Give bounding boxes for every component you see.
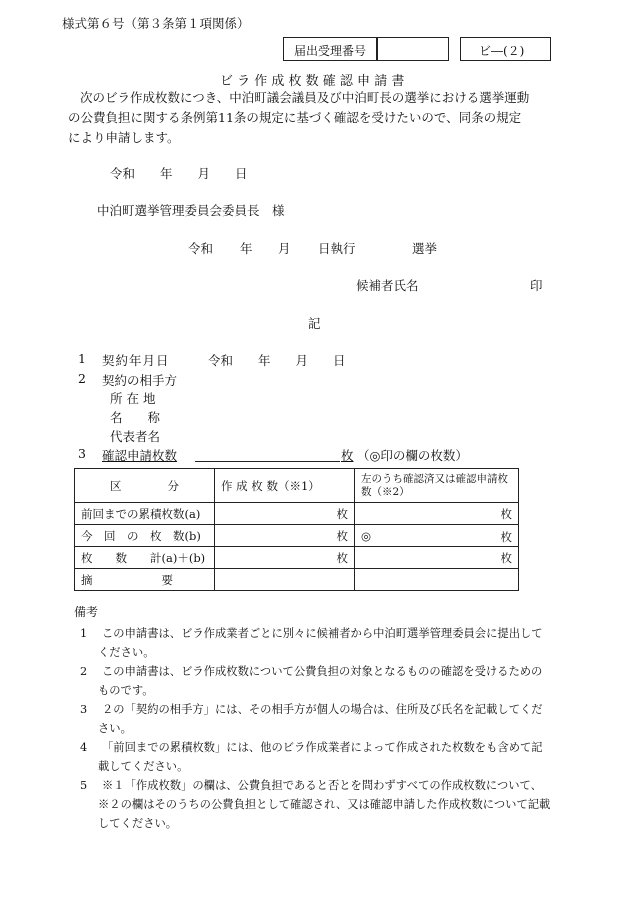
flyer-count-table bbox=[74, 468, 519, 591]
item-2-number: 2 bbox=[78, 371, 86, 386]
application-date: 令和 年 月 日 bbox=[110, 166, 248, 181]
table-header-row bbox=[75, 469, 519, 503]
note-1 bbox=[80, 624, 568, 662]
seal-mark: 印 bbox=[530, 278, 543, 293]
election-month: 月 bbox=[278, 241, 291, 256]
note-text: 「前回までの累積枚数」には、他のビラ作成業者によって作成された枚数をも含めて記 bbox=[102, 741, 543, 754]
note-number: 4 bbox=[80, 741, 88, 754]
unit-mai: 枚 bbox=[500, 530, 512, 544]
production-count-cell[interactable]: 枚 bbox=[215, 503, 355, 525]
note-number: 5 bbox=[80, 779, 88, 792]
confirmed-count-cell[interactable] bbox=[355, 525, 519, 547]
confirmed-count-cell[interactable]: 枚 bbox=[355, 547, 519, 569]
note-text: ※１「作成枚数」の欄は、公費負担であると否とを問わずすべての作成枚数について、 bbox=[102, 779, 542, 792]
item-3-note: （◎印の欄の枚数） bbox=[357, 448, 468, 463]
note-number: 2 bbox=[80, 665, 88, 678]
ki-heading: 記 bbox=[308, 316, 321, 331]
item-3-label: 確認申請枚数 bbox=[102, 448, 178, 463]
form-code-box bbox=[460, 37, 551, 61]
item-2-label: 契約の相手方 bbox=[102, 373, 178, 388]
receipt-number-field[interactable] bbox=[377, 37, 449, 61]
row-label: 摘 要 bbox=[75, 569, 215, 591]
address-label: 所 在 地 bbox=[110, 391, 156, 406]
note-2 bbox=[80, 662, 568, 700]
note-text-cont: 載してください。 bbox=[98, 760, 189, 773]
table-row bbox=[75, 503, 519, 525]
row-label: 枚 数 計(a)＋(b) bbox=[75, 547, 215, 569]
row-label: 今 回 の 枚 数(b) bbox=[75, 525, 215, 547]
intro-line-2: の公費負担に関する条例第11条の規定に基づく確認を受けたいので、同条の規定 bbox=[68, 110, 522, 125]
note-4 bbox=[80, 738, 568, 776]
note-text-cont: ものです。 bbox=[98, 684, 154, 697]
form-number: 様式第６号（第３条第１項関係） bbox=[62, 16, 250, 31]
form-code: ビ―(２) bbox=[479, 44, 525, 58]
intro-line-1: 次のビラ作成枚数につき、中泊町議会議員及び中泊町長の選挙における選挙運動 bbox=[80, 90, 530, 105]
item-1-number: 1 bbox=[78, 351, 86, 366]
election-reiwa: 令和 bbox=[188, 241, 214, 256]
note-5 bbox=[80, 776, 568, 833]
candidate-name-label: 候補者氏名 bbox=[356, 278, 419, 293]
note-number: 1 bbox=[80, 627, 88, 640]
production-count-cell[interactable]: 枚 bbox=[215, 547, 355, 569]
item-3-unit: 枚 bbox=[341, 448, 354, 463]
remarks-cell[interactable] bbox=[215, 569, 355, 591]
note-text: ２の「契約の相手方」には、その相手方が個人の場合は、住所及び氏名を記載してくだ bbox=[102, 703, 543, 716]
note-text-cont: さい。 bbox=[98, 722, 132, 735]
header-production-count: 作 成 枚 数（※1） bbox=[215, 469, 355, 503]
item-3-number: 3 bbox=[78, 446, 86, 461]
representative-label: 代表者名 bbox=[110, 429, 161, 444]
contract-date: 令和 年 月 日 bbox=[208, 353, 346, 368]
double-circle-mark: ◎ bbox=[361, 528, 372, 543]
addressee: 中泊町選挙管理委員会委員長 様 bbox=[97, 203, 285, 218]
note-text: この申請書は、ビラ作成業者ごとに別々に候補者から中泊町選挙管理委員会に提出して bbox=[102, 627, 543, 640]
note-text-cont: ※２の欄はそのうちの公費負担として確認され、又は確認申請した作成枚数について記載 bbox=[98, 798, 551, 811]
header-category: 区 分 bbox=[75, 469, 215, 503]
confirmed-count-cell[interactable]: 枚 bbox=[355, 503, 519, 525]
table-row bbox=[75, 569, 519, 591]
remarks-heading: 備考 bbox=[74, 605, 99, 619]
table-row bbox=[75, 547, 519, 569]
item-1-label: 契約年月日 bbox=[102, 353, 170, 368]
note-text: この申請書は、ビラ作成枚数について公費負担の対象となるものの確認を受けるための bbox=[102, 665, 543, 678]
receipt-number-label: 届出受理番号 bbox=[294, 44, 367, 58]
intro-line-3: により申請します。 bbox=[68, 130, 180, 145]
remarks-cell[interactable] bbox=[355, 569, 519, 591]
note-text-cont: ください。 bbox=[98, 646, 155, 659]
note-3 bbox=[80, 700, 568, 738]
document-title: ビ ラ 作 成 枚 数 確 認 申 請 書 bbox=[220, 74, 405, 89]
company-name-label: 名 称 bbox=[110, 410, 161, 425]
election-name: 選挙 bbox=[412, 241, 438, 256]
election-held-day: 日執行 bbox=[318, 241, 356, 256]
request-count-field[interactable] bbox=[195, 461, 340, 462]
election-year: 年 bbox=[240, 241, 253, 256]
header-confirmed-count: 左のうち確認済又は確認申請枚数（※2） bbox=[355, 469, 519, 503]
table-row bbox=[75, 525, 519, 547]
production-count-cell[interactable]: 枚 bbox=[215, 525, 355, 547]
note-text-cont: してください。 bbox=[98, 817, 178, 830]
note-number: 3 bbox=[80, 703, 88, 716]
row-label: 前回までの累積枚数(a) bbox=[75, 503, 215, 525]
receipt-number-label-box bbox=[283, 37, 377, 61]
